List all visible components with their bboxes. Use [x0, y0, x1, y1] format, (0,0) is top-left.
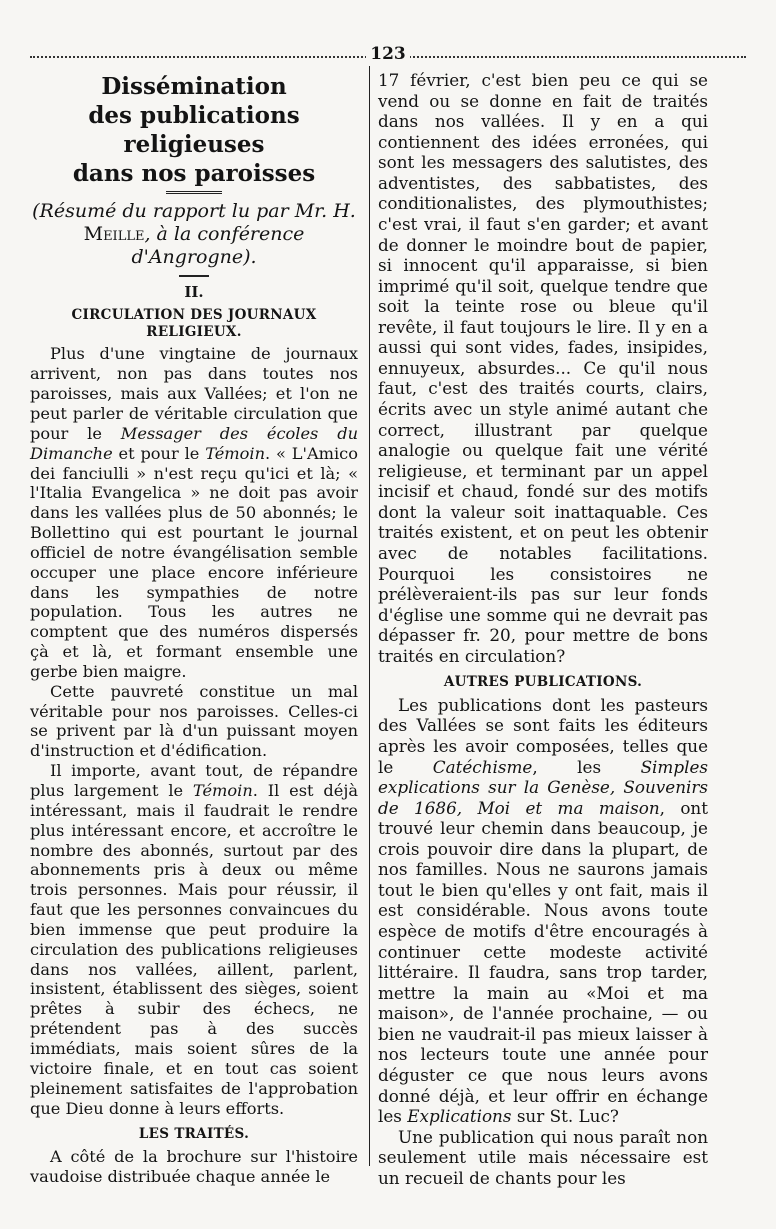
- paragraph: Cette pauvreté constitue un mal véritable pour nos paroisses. Celles-ci se privent par là d'un puissant moyen d'instruction et d'édification.: [30, 681, 358, 761]
- column-divider: [369, 66, 370, 1166]
- paragraph: A côté de la brochure sur l'histoire vaudoise distribuée chaque année le: [30, 1146, 358, 1186]
- section-numeral: II.: [184, 283, 204, 301]
- left-column: [30, 70, 358, 1187]
- author-name: Meille: [83, 223, 145, 245]
- paragraph: 17 février, c'est bien peu ce qui se vend ou se donne en fait de traités dans nos vallées. Il y en a qui contiennent des idées erronées, qui sont les messagers des salutistes, des adventistes, des sabbatistes, des conditionalistes, des plymouthistes; c'est vrai, il faut s'en garder; et avant de donner le moindre bout de papier, si innocent qu'il apparaisse, si bien imprimé qu'il soit, quelque tendre que soit la teinte rose ou bleue qu'il revête, il faut toujours le lire. Il y en a aussi qui sont vides, fades, insipides, ennuyeux, absurdes... Ce qu'il nous faut, c'est des traités courts, clairs, écrits avec un style animé autant che correct, illustrant par quelque analogie ou quelque fait une vérité religieuse, et terminant par un appel incisif et chaud, fondé sur des motifs dont la valeur soit inattaquable. Ces traités existent, et on peut les obtenir avec de notables facilitations. Pourquoi les consistoires ne prélèveraient-ils pas sur leur fonds d'église une somme qui ne devrait pas dépasser fr. 20, pour mettre de bons traités en circulation?: [378, 70, 708, 666]
- title-double-rule: [166, 191, 222, 196]
- paragraph: Une publication qui nous paraît non seulement utile mais nécessaire est un recueil de chants pour les: [378, 1126, 708, 1188]
- title-line: dans nos paroisses: [72, 160, 316, 187]
- subsection-heading: LES TRAITÉS.: [138, 1126, 250, 1143]
- subsection-heading: AUTRES PUBLICATIONS.: [443, 674, 643, 691]
- separator-rule: [179, 275, 209, 277]
- article-summary: (Résumé du rapport lu par Mr. H. Meille, à la conférence d'Angrogne).: [32, 200, 356, 268]
- paragraph: Les publications dont les pasteurs des Vallées se sont faits les éditeurs après les avoir composées, telles que le Catéchisme, les Simples explications sur la Genèse, Souvenirs de 1686, Moi et ma maison, ont trouvé leur chemin dans beaucoup, je crois pouvoir dire dans la plupart, de nos familles. Nous ne saurons jamais tout le bien qu'elles y ont fait, mais il est considérable. Nous avons toute espèce de motifs d'être encouragés à continuer cette modeste activité littéraire. Il faudra, sans trop tarder, mettre la main au «Moi et ma maison», de l'année prochaine, — ou bien ne vaudrait-il pas mieux laisser à nos lecteurs toute une année pour déguster ce que nous leurs avons donné déjà, et leur offrir en échange les Explications sur St. Luc?: [378, 694, 708, 1127]
- right-column: [378, 70, 708, 1188]
- title-line: Dissémination: [101, 73, 287, 100]
- page-number: 123: [0, 44, 776, 64]
- article-title: [30, 72, 358, 188]
- title-line: des publications religieuses: [88, 102, 300, 158]
- paragraph: Plus d'une vingtaine de journaux arrivent, non pas dans toutes nos paroisses, mais aux Vallées; et l'on ne peut parler de véritable circulation que pour le Messager des écoles du Dimanche et pour le Témoin. « L'Amico dei fanciulli » n'est reçu qu'ici et là; « l'Italia Evangelica » ne doit pas avoir dans les vallées plus de 50 abonnés; le Bollettino qui est pourtant le journal officiel de notre évangélisation semble occuper une place encore inférieure dans les sympathies de notre population. Tous les autres ne comptent que des numéros dispersés çà et là, et formant ensemble une gerbe bien maigre.: [30, 344, 358, 681]
- paragraph: Il importe, avant tout, de répandre plus largement le Témoin. Il est déjà intéressant, mais il faudrait le rendre plus intéressant encore, et accroître le nombre des abonnés, surtout par des abonnements pris à deux ou même trois personnes. Mais pour réussir, il faut que les personnes convaincues du bien immense que peut produire la circulation des publications religieuses dans nos vallées, aillent, parlent, insistent, établissent des sièges, soient prêtes à subir des échecs, ne prétendent pas à des succès immédiats, mais soient sûres de la victoire finale, et en tout cas soient pleinement satisfaites de l'approbation que Dieu donne à leurs efforts.: [30, 761, 358, 1118]
- section-heading: CIRCULATION DES JOURNAUX RELIGIEUX.: [71, 307, 317, 340]
